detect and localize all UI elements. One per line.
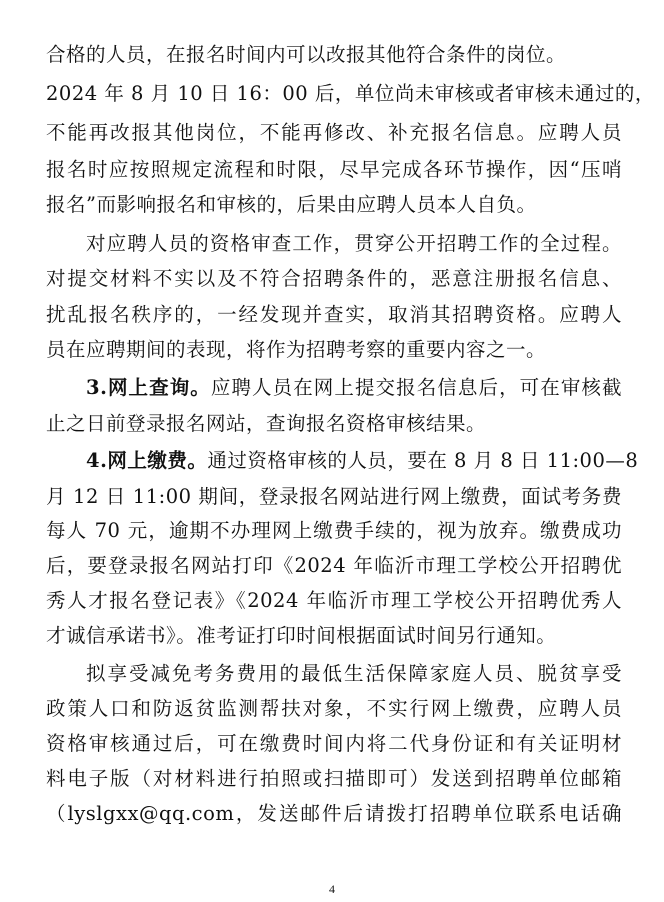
text-segment: 后，要登录报名网站打印《2024 年临沂市理工学校公开招聘优 — [46, 554, 622, 577]
text-segment: 报名”而影响报名和审核的，后果由应聘人员本人自负。 — [46, 193, 537, 216]
text-segment: 月 12 日 11:00 期间，登录报名网站进行网上缴费，面试考务费 — [46, 485, 622, 508]
text-line — [46, 333, 622, 367]
text-segment: 政策人口和防返贫监测帮扶对象，不实行网上缴费，应聘人员 — [46, 697, 622, 720]
text-segment: 对提交材料不实以及不符合招聘条件的，恶意注册报名信息、 — [46, 267, 622, 290]
text-segment: 才诚信承诺书》。准考证打印时间根据面试时间另行通知。 — [46, 624, 557, 647]
text-segment: 秀人才报名登记表》《2024 年临沂市理工学校公开招聘优秀人 — [46, 589, 622, 612]
text-segment: （lyslgxx@qq.com，发送邮件后请拨打招聘单位联系电话确 — [46, 802, 622, 825]
text-line — [46, 188, 622, 222]
text-segment: 应聘人员在网上提交报名信息后，可在审核截 — [210, 376, 622, 399]
section-heading: 3.网上查询。 — [86, 376, 211, 399]
text-line — [46, 298, 622, 332]
text-segment: 料电子版（对材料进行拍照或扫描即可）发送到招聘单位邮箱 — [46, 767, 622, 790]
text-line — [46, 762, 622, 796]
text-segment: 每人 70 元，逾期不办理网上缴费手续的，视为放弃。缴费成功 — [46, 519, 622, 542]
text-segment: 拟享受减免考务费用的最低生活保障家庭人员、脱贫享受 — [86, 662, 622, 685]
text-line — [46, 692, 622, 726]
text-segment: 员在应聘期间的表现，将作为招聘考察的重要内容之一。 — [46, 338, 547, 361]
text-line — [46, 407, 622, 441]
text-segment: 资格审核通过后，可在缴费时间内将二代身份证和有关证明材 — [46, 732, 622, 755]
page-number: 4 — [329, 882, 335, 896]
text-line — [46, 584, 622, 618]
text-segment: 通过资格审核的人员，要在 8 月 8 日 11:00—8 — [207, 449, 639, 472]
text-line — [46, 262, 622, 296]
text-segment: 止之日前登录报名网站，查询报名资格审核结果。 — [46, 412, 487, 435]
text-line — [86, 227, 622, 261]
text-segment: 合格的人员，在报名时间内可以改报其他符合条件的岗位。 — [46, 43, 567, 66]
text-line — [86, 657, 622, 691]
text-line — [86, 444, 639, 478]
text-line — [46, 619, 622, 653]
text-line — [46, 549, 622, 583]
text-line — [46, 514, 622, 548]
text-line — [46, 153, 622, 187]
section-heading: 4.网上缴费。 — [86, 449, 208, 472]
text-line — [46, 77, 655, 111]
text-line — [86, 371, 622, 405]
text-segment: 不能再改报其他岗位，不能再修改、补充报名信息。应聘人员 — [46, 121, 622, 144]
text-segment: 对应聘人员的资格审查工作，贯穿公开招聘工作的全过程。 — [86, 232, 622, 255]
text-line — [46, 797, 622, 831]
text-line — [46, 38, 622, 72]
text-segment: 扰乱报名秩序的，一经发现并查实，取消其招聘资格。应聘人 — [46, 303, 622, 326]
text-segment: 报名时应按照规定流程和时限，尽早完成各环节操作，因“压哨 — [46, 158, 622, 181]
text-line — [46, 116, 622, 150]
text-line — [46, 480, 622, 514]
text-segment: 2024 年 8 月 10 日 16：00 后，单位尚未审核或者审核未通过的， — [46, 82, 655, 105]
text-line — [46, 727, 622, 761]
